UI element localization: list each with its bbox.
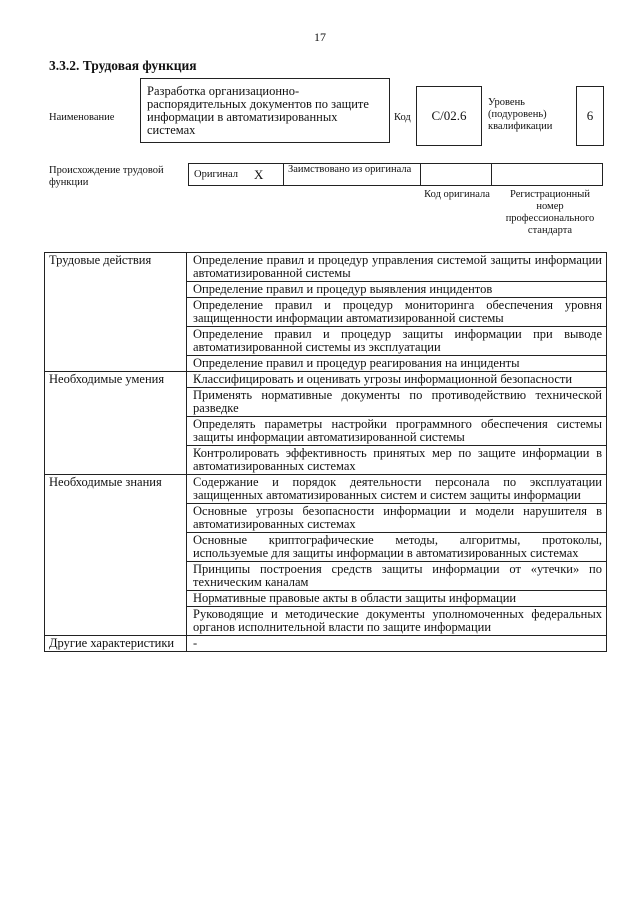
list-item: Содержание и порядок деятельности персонала по эксплуатации защищенных автоматизированных систем и систем защиты информации — [187, 475, 607, 504]
original-code-cell — [420, 163, 492, 186]
table-row — [45, 253, 607, 282]
code-box: C/02.6 — [416, 86, 482, 146]
name-label: Наименование — [49, 112, 115, 123]
table-row — [45, 475, 607, 504]
function-name-box: Разработка организационно-распорядительных документов по защите информации в автоматизированных системах — [140, 78, 390, 143]
registration-number-cell — [491, 163, 603, 186]
knowledge-title: Необходимые знания — [45, 475, 187, 636]
original-code-caption: Код оригинала — [424, 189, 490, 200]
borrowed-label: Заимствовано из оригинала — [288, 164, 412, 175]
level-label: Уровень (подуровень) квалификации — [488, 97, 553, 132]
section-title: 3.3.2. Трудовая функция — [49, 58, 197, 73]
other-value: - — [187, 636, 607, 652]
list-item: Определение правил и процедур выявления инцидентов — [187, 282, 607, 298]
list-item: Классифицировать и оценивать угрозы информационной безопасности — [187, 372, 607, 388]
labor-actions-title: Трудовые действия — [45, 253, 187, 372]
original-label: Оригинал — [194, 168, 238, 180]
list-item: Определение правил и процедур управления системой защиты информации автоматизированной системы — [187, 253, 607, 282]
list-item: Контролировать эффективность принятых мер по защите информации в автоматизированных системах — [187, 446, 607, 475]
list-item: Основные угрозы безопасности информации и модели нарушителя в автоматизированных системах — [187, 504, 607, 533]
code-label: Код — [394, 112, 411, 123]
list-item: Основные криптографические методы, алгоритмы, протоколы, используемые для защиты информации в автоматизированных системах — [187, 533, 607, 562]
origin-row — [189, 163, 604, 186]
list-item: Определение правил и процедур защиты информации при выводе автоматизированной системы из эксплуатации — [187, 327, 607, 356]
origin-label: Происхождение трудовой функции — [49, 165, 164, 188]
registration-caption: Регистрационный номер профессионального стандарта — [505, 189, 595, 236]
list-item: Применять нормативные документы по противодействию технической разведке — [187, 388, 607, 417]
list-item: Руководящие и методические документы уполномоченных федеральных органов исполнительной власти по защите информации — [187, 607, 607, 636]
labor-function-table — [44, 252, 607, 652]
list-item: Определять параметры настройки программного обеспечения системы защиты информации автоматизированной системы — [187, 417, 607, 446]
skills-title: Необходимые умения — [45, 372, 187, 475]
other-title: Другие характеристики — [45, 636, 187, 652]
list-item: Нормативные правовые акты в области защиты информации — [187, 591, 607, 607]
borrowed-cell — [283, 163, 421, 186]
original-cell — [188, 163, 284, 186]
original-mark: X — [254, 166, 264, 182]
table-row — [45, 372, 607, 388]
list-item: Принципы построения средств защиты информации от «утечки» по техническим каналам — [187, 562, 607, 591]
level-box: 6 — [576, 86, 604, 146]
page-number: 17 — [314, 30, 326, 44]
table-row — [45, 636, 607, 652]
list-item: Определение правил и процедур мониторинга обеспечения уровня защищенности информации автоматизированной системы — [187, 298, 607, 327]
list-item: Определение правил и процедур реагирования на инциденты — [187, 356, 607, 372]
